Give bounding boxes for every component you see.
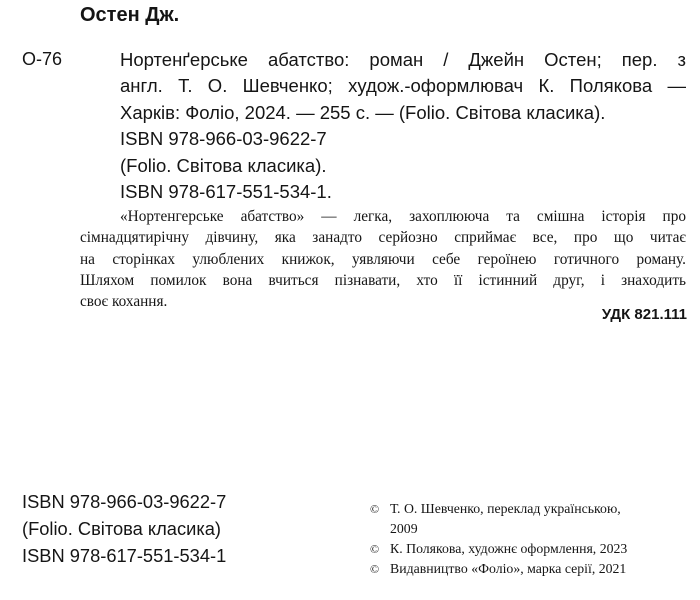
- isbn-line: ISBN 978-617-551-534-1: [22, 545, 227, 566]
- annotation-line: Шляхом помилок вона вчиться пізнавати, хто її істинний друг, і знаходить: [80, 271, 686, 289]
- description-line: англ. Т. О. Шевченко; худож.-оформлювач К. Полякова —: [120, 75, 686, 96]
- annotation-paragraph: [80, 206, 686, 312]
- annotation-line: сімнадцятирічну дівчину, яка занадто серйозно сприймає все, про що читає: [80, 229, 686, 247]
- copyright-continuation: [370, 519, 627, 539]
- isbn-line: ISBN 978-966-03-9622-7: [120, 128, 327, 149]
- annotation-line: на сторінках улюблених книжок, уявляючи себе героїнею готичного роману.: [80, 250, 686, 268]
- series-line: (Folio. Світова класика).: [120, 155, 327, 176]
- author-heading: Остен Дж.: [80, 4, 180, 26]
- copyright-text: Т. О. Шевченко, переклад українською,: [390, 501, 621, 516]
- copyright-block: [370, 499, 627, 579]
- isbn-line: ISBN 978-617-551-534-1.: [120, 181, 332, 202]
- catalog-code: О-76: [22, 49, 63, 69]
- copyright-year: 2009: [390, 521, 418, 536]
- copyright-text: Видавництво «Фоліо», марка серії, 2021: [390, 561, 627, 576]
- isbn-line: ISBN 978-966-03-9622-7: [22, 491, 227, 512]
- description-line: Харків: Фоліо, 2024. — 255 с. — (Folio. Світова класика).: [120, 102, 606, 123]
- annotation-line: своє кохання.: [80, 293, 168, 311]
- copyright-icon: ©: [370, 542, 380, 556]
- series-line: (Folio. Світова класика): [22, 518, 221, 539]
- copyright-icon: ©: [370, 562, 380, 576]
- copyright-text: К. Полякова, художнє оформлення, 2023: [390, 541, 628, 556]
- copyright-icon: ©: [370, 502, 380, 516]
- copyright-entry: [370, 559, 627, 579]
- description-line: Нортенґерське абатство: роман / Джейн Остен; пер. з: [120, 49, 686, 70]
- copyright-entry: [370, 539, 627, 559]
- isbn-block: [22, 488, 226, 569]
- udk-code: УДК 821.111: [601, 306, 687, 323]
- copyright-entry: [370, 499, 627, 519]
- annotation-line: «Нортенгерське абатство» — легка, захоплююча та смішна історія про: [120, 208, 686, 225]
